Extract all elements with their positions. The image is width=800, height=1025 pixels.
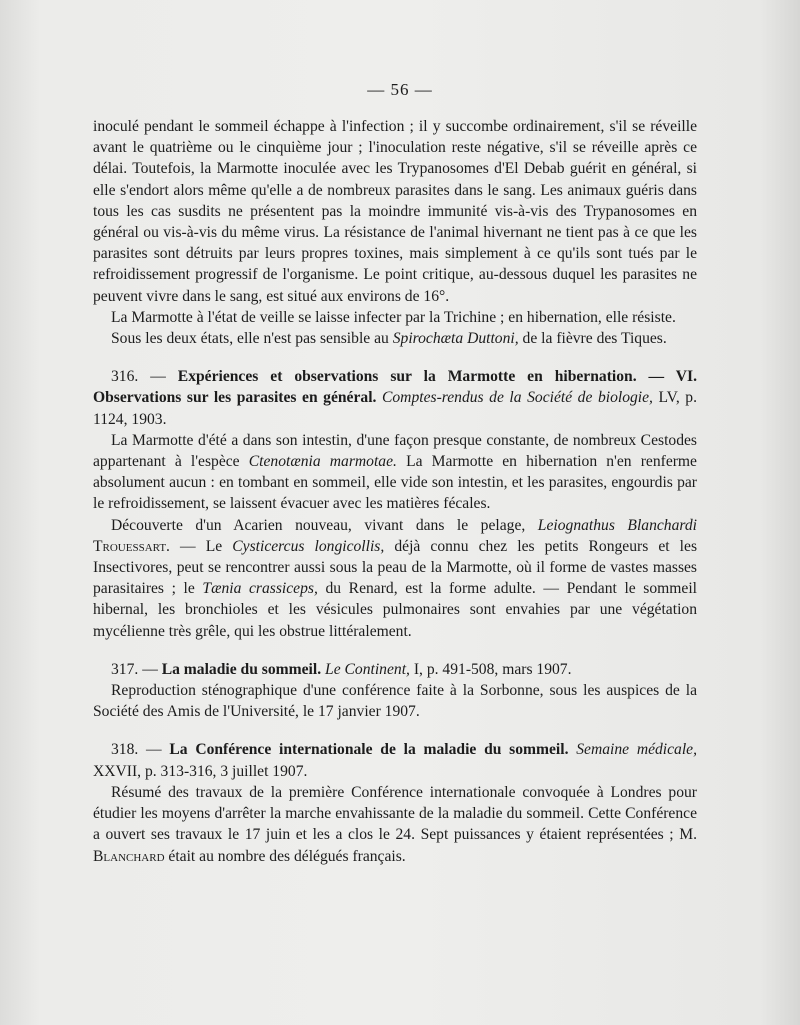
paragraph-spirochaeta (93, 328, 697, 349)
entry-title: Expériences et observations sur la Marmotte en hibernation. — VI. Observations sur les parasites en général. (93, 368, 698, 407)
entry-reference: LV, p. 1124, 1903. (93, 389, 697, 428)
text-run: Résumé des travaux de la première Conférence internationale convoquée à Londres pour étudier les moyens d'arrêter la marche envahissante de la maladie du sommeil. Cette Conférence a ouvert ses travaux le 17 juin et les a clos le 24. Sept puissances y étaient représentées ; M. (93, 783, 697, 844)
text-run: La Marmotte en hibernation n'en renferme absolument aucun : en tombant en sommeil, elle vide son intestin, et les parasites, engourdis par le refroidissement, se laissent évacuer avec les matières fécales. (93, 453, 697, 513)
entry-316-heading (93, 366, 697, 430)
page-number: — 56 — (367, 80, 433, 99)
entry-reference: XXVII, p. 313-316, 3 juillet 1907. (93, 762, 308, 780)
species-name: Cysticercus longicollis, (232, 537, 385, 555)
entry-title: La maladie du sommeil. (161, 660, 322, 678)
entry-source: Comptes-rendus de la Société de biologie, (381, 389, 653, 407)
dash: — (142, 660, 158, 678)
paragraph-continuation: inoculé pendant le sommeil échappe à l'infection ; il y succombe ordinairement, s'il se réveille avant le quatrième ou le cinquième jour ; l'inoculation reste négative, s'il se réveille après ce délai. Toutefois, la Marmotte inoculée avec les Trypanosomes d'El Debab guérit en général, si elle s'endort alors même qu'elle a de nombreux parasites dans le sang. Les animaux guéris dans tous les cas susdits ne présentent pas la moindre immunité vis-à-vis des Trypanosomes en général ou vis-à-vis du même virus. La résistance de l'animal hivernant ne tient pas à ce que les parasites sont détruits par leurs propres toxines, mais simplement à ce qu'ils sont tués par le refroidissement progressif de l'organisme. Le point critique, au-dessous duquel les parasites ne peuvent vivre dans le sang, est situé aux environs de 16°. (93, 118, 697, 305)
entry-title: La Conférence internationale de la maladie du sommeil. (169, 741, 569, 759)
entry-number: 317. (111, 660, 139, 678)
entry-318-paragraph (93, 782, 697, 867)
dash: — (150, 368, 166, 386)
entry-source: Le Continent, (325, 660, 410, 678)
author-name: Blanchard (93, 847, 165, 865)
species-name: Tænia crassiceps, (202, 580, 318, 598)
entry-source: Semaine médicale, (576, 741, 697, 759)
entry-number: 318. (111, 741, 139, 759)
species-name: Ctenotænia marmotae. (248, 453, 397, 471)
entry-317-paragraph: Reproduction sténographique d'une conférence faite à la Sorbonne, sous les auspices de la Société des Amis de l'Université, le 17 janvier 1907. (93, 682, 697, 721)
entry-316-paragraph-1 (93, 430, 697, 515)
entry-316-paragraph-2 (93, 515, 697, 642)
species-name: Spirochæta Duttoni, (392, 330, 519, 348)
paragraph-trichine: La Marmotte à l'état de veille se laisse infecter par la Trichine ; en hibernation, elle résiste. (111, 308, 676, 326)
page-body (93, 116, 697, 867)
text-run: Découverte d'un Acarien nouveau, vivant dans le pelage, (111, 516, 526, 534)
text-run: de la fièvre des Tiques. (522, 330, 667, 348)
text-run: déjà connu chez les petits Rongeurs et les Insectivores, peut se rencontrer aussi sous la peau de la Marmotte, où il forme de vastes masses parasitaires ; le (93, 537, 698, 598)
text-run: — Le (180, 537, 223, 555)
text-run: La Marmotte d'été a dans son intestin, d'une façon presque constante, de nombreux Cestodes appartenant à l'espèce (93, 431, 697, 471)
text-run: était au nombre des délégués français. (168, 847, 406, 865)
dash: — (146, 741, 162, 759)
entry-317-heading (93, 659, 697, 680)
text-run: du Renard, est la forme adulte. — Pendant le sommeil hibernal, les bronchioles et les vésicules pulmonaires sont envahies par une végétation mycélienne très grêle, qui les obstrue littéralement. (93, 580, 698, 640)
author-name: Trouessart. (93, 537, 170, 555)
entry-reference: I, p. 491-508, mars 1907. (413, 660, 572, 678)
entry-318-heading (93, 739, 697, 781)
text-run: Sous les deux états, elle n'est pas sensible au (111, 330, 389, 348)
entry-number: 316. (111, 368, 139, 386)
species-name: Leiognathus Blanchardi (537, 516, 698, 534)
